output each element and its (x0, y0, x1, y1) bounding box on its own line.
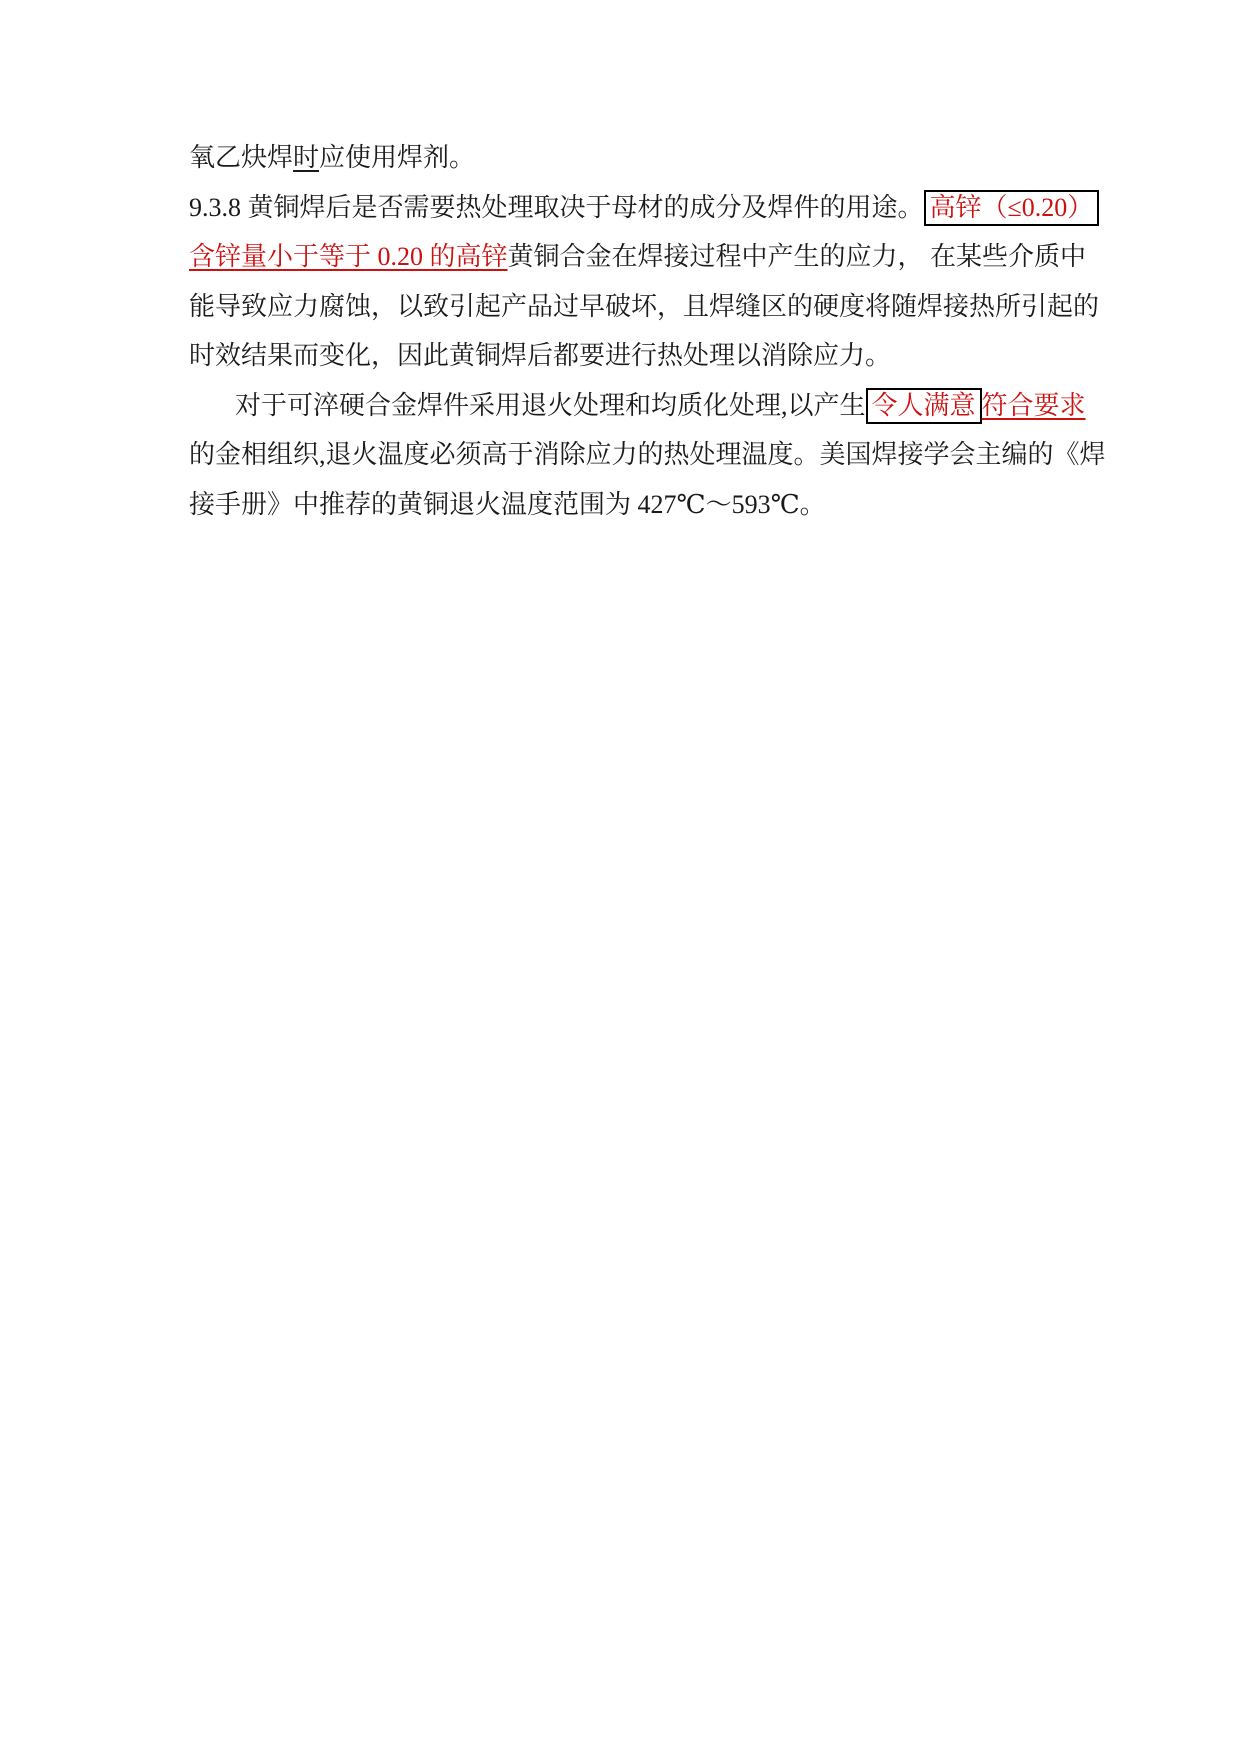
text-run: 时效结果而变化，因此黄铜焊后都要进行热处理以消除应力。 (189, 341, 892, 370)
inserted-text-2: 符合要求 (981, 390, 1086, 420)
text-run: 能导致应力腐蚀，以致引起产品过早破坏，且焊缝区的硬度将随焊接热所引起的 (189, 291, 1100, 321)
document-line-5 (189, 331, 1079, 381)
underlined-word: 时 (293, 143, 320, 172)
text-run-section-9-3-8: 9.3.8 黄铜焊后是否需要热处理取决于母材的成分及焊件的用途。 (189, 192, 924, 222)
document-line-7 (189, 430, 1106, 480)
document-line-4 (189, 282, 1100, 332)
document-line-1 (189, 133, 1079, 183)
text-run: 黄铜合金在焊接过程中产生的应力， 在某些介质中 (507, 242, 1087, 271)
text-run: 对于可淬硬合金焊件采用退火处理和均质化处理,以产生 (235, 390, 866, 420)
text-run: 应使用焊剂。 (319, 143, 476, 172)
document-line-3 (189, 232, 1087, 282)
boxed-revision-1: 高锌（≤0.20） (924, 190, 1100, 226)
text-run: 接手册》中推荐的黄铜退火温度范围为 427℃～593℃。 (189, 489, 826, 519)
document-line-2 (189, 183, 1094, 233)
text-run: 的金相组织,退火温度必须高于消除应力的热处理温度。美国焊接学会主编的《焊 (189, 440, 1106, 469)
document-line-8 (189, 480, 1079, 530)
document-line-6 (189, 381, 1086, 431)
boxed-revision-2: 令人满意 (866, 388, 982, 424)
inserted-text-1: 含锌量小于等于 0.20 的高锌 (189, 242, 508, 271)
text-run: 氧乙炔焊 (189, 143, 294, 172)
document-page-text-block (189, 133, 1106, 529)
